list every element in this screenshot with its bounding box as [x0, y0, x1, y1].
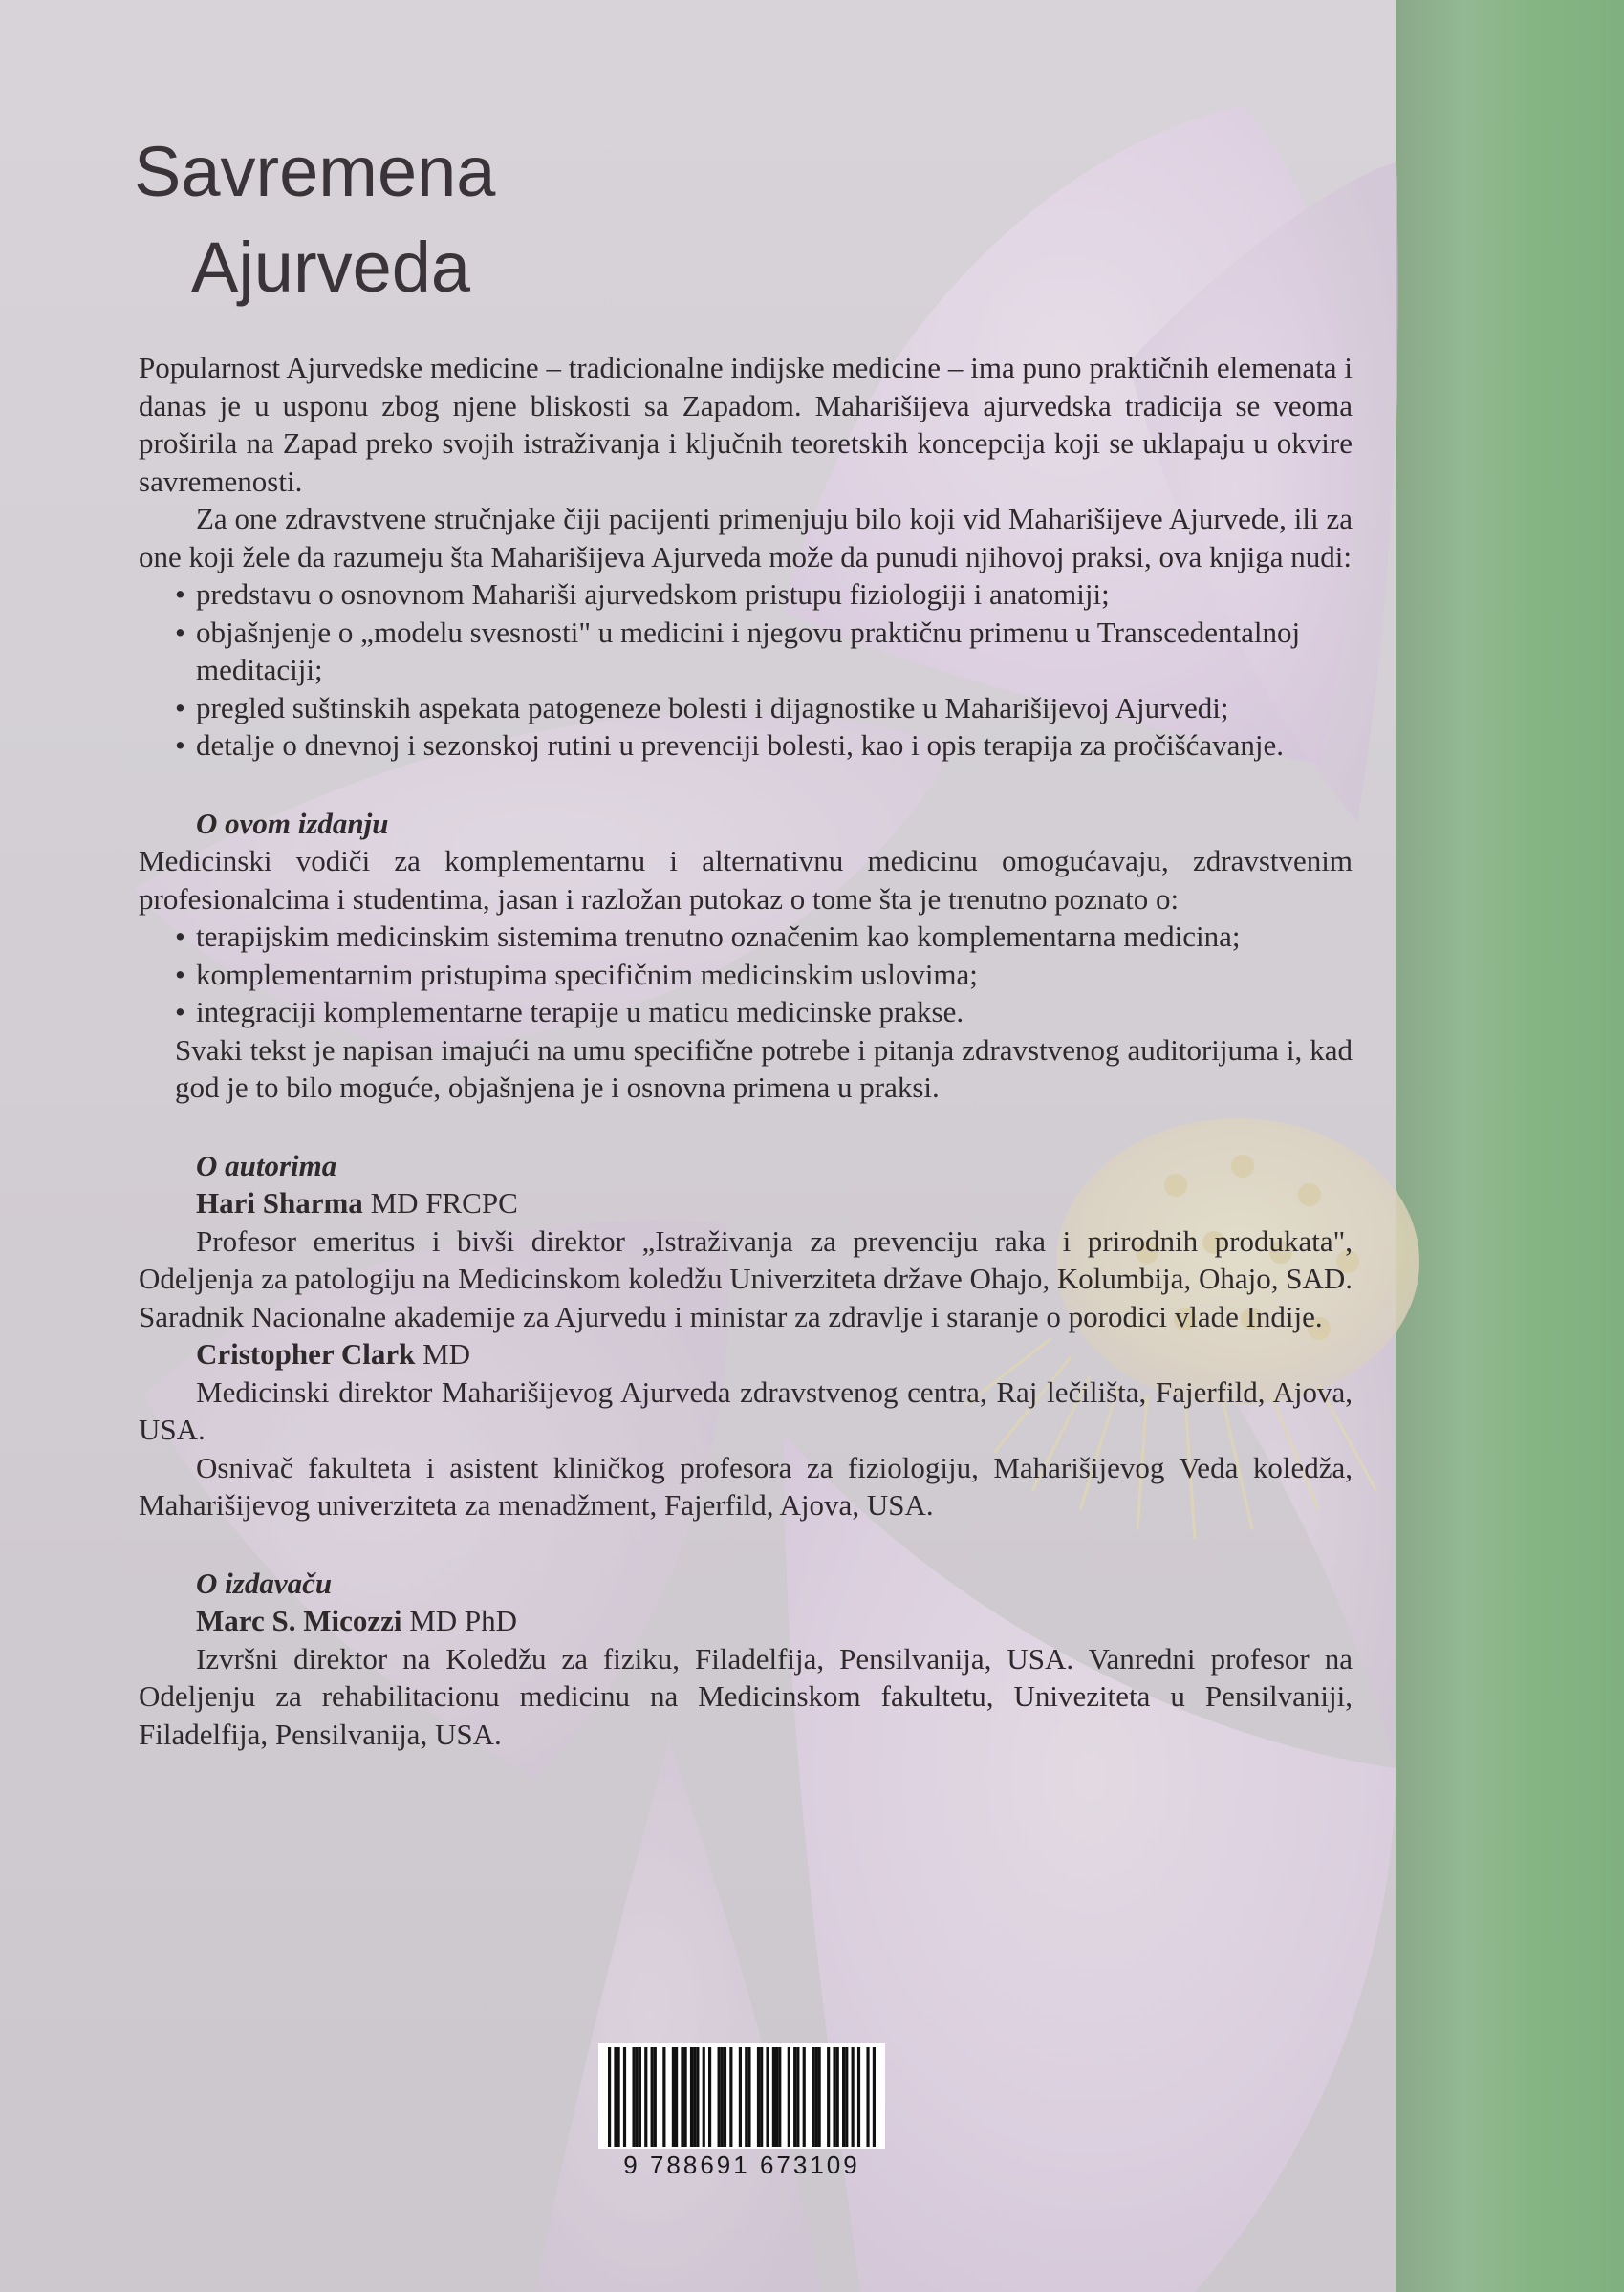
barcode-bar — [681, 2047, 683, 2147]
title-line-2: Ajurveda — [191, 227, 471, 307]
list-item: • predstavu o osnovnom Mahariši ajurvedskom pristupu fiziologiji i anatomiji; — [175, 575, 1353, 614]
author-2-title: MD — [415, 1337, 471, 1371]
isbn-barcode — [598, 2043, 885, 2216]
barcode-bar — [724, 2047, 726, 2147]
barcode-bar — [796, 2047, 799, 2147]
barcode-bar — [833, 2047, 835, 2147]
authors-heading: O autorima — [196, 1148, 337, 1182]
barcode-bar — [708, 2047, 711, 2147]
barcode-bar — [760, 2047, 763, 2147]
barcode-bar — [696, 2047, 699, 2147]
barcode-bar — [644, 2047, 647, 2147]
title-line-1: Savremena — [134, 132, 496, 211]
barcode-bar — [873, 2047, 876, 2147]
barcode-bar — [662, 2047, 665, 2147]
author-2-bio-1: Medicinski direktor Maharišijevog Ajurveda zdravstvenog centra, Raj lečilišta, Fajerfild, Ajova, USA. — [139, 1374, 1353, 1446]
barcode-bar — [729, 2047, 732, 2147]
author-1-bio: Profesor emeritus i bivši direktor „Istraživanja za prevenciju raka i prirodnih produkata", Odeljenja za patologiju na Medicinskom koledžu Univerziteta države Ohajo, Kolumbija, Ohajo, SAD. Saradnik Nacionalne akademije za Ajurvedu i ministar za zdravlje i staranje o porodici vlade Indije. — [139, 1223, 1353, 1333]
author-2-bio-2: Osnivač fakulteta i asistent kliničkog profesora za fiziologiju, Maharišijevog Veda koledža, Maharišijevog univerziteta za menadžment, Fajerfild, Ajova, USA. — [139, 1450, 1353, 1522]
intro-paragraph-1: Popularnost Ajurvedske medicine – tradicionalne indijske medicine – ima puno praktičnih elemenata i danas je u usponu zbog njene bliskosti sa Zapadom. Maharišijeva ajurvedska tradicija se veoma proširila na Zapad preko svojih istraživanja i ključnih teoretskih koncepcija koji se uklapaju u okvire savremenosti. — [139, 351, 1353, 498]
back-cover-text — [139, 349, 1353, 1753]
barcode-bar — [675, 2047, 678, 2147]
barcode-bar — [866, 2047, 869, 2147]
barcode-bar — [793, 2047, 796, 2147]
author-1-title: MD FRCPC — [362, 1186, 518, 1220]
barcode-bar — [775, 2047, 778, 2147]
barcode-bar — [651, 2047, 654, 2147]
book-title — [129, 115, 511, 315]
barcode-bar — [778, 2047, 781, 2147]
list-item: • terapijskim medicinskim sistemima trenutno označenim kao komplementarna medicina; — [175, 918, 1353, 956]
barcode-bar — [803, 2047, 806, 2147]
barcode-bar — [788, 2047, 790, 2147]
barcode-bar — [827, 2047, 830, 2147]
intro-paragraph-2: Za one zdravstvene stručnjake čiji pacijenti primenjuju bilo koji vid Maharišijeve Ajurvede, ili za one koji žele da razumeju šta Maharišijeva Ajurveda može da punudi njihovoj praksi, ova knjiga nudi: — [139, 502, 1353, 573]
barcode-bar — [772, 2047, 775, 2147]
barcode-bars — [598, 2043, 885, 2149]
barcode-bar — [747, 2047, 750, 2147]
barcode-bar — [852, 2047, 855, 2147]
intro-bullet-list — [139, 575, 1353, 765]
barcode-bar — [608, 2047, 611, 2147]
barcode-bar — [672, 2047, 675, 2147]
barcode-bar — [842, 2047, 845, 2147]
list-item: • integraciji komplementarne terapije u maticu medicinske prakse. — [175, 993, 1353, 1031]
edition-paragraph: Medicinski vodiči za komplementarnu i alternativnu medicinu omogućavaju, zdravstvenim profesionalcima i studentima, jasan i razložan putokaz o tome šta je trenutno poznato o: — [139, 844, 1353, 916]
barcode-bar — [745, 2047, 747, 2147]
list-item: • objašnjenje o „modelu svesnosti" u medicini i njegovu praktičnu primenu u Transcedentalnoj meditaciji; — [175, 614, 1353, 689]
author-2 — [196, 1335, 1353, 1373]
author-1 — [196, 1184, 1353, 1222]
barcode-bar — [845, 2047, 848, 2147]
list-item: • detalje o dnevnoj i sezonskoj rutini u prevenciji bolesti, kao i opis terapija za pročišćavanje. — [175, 726, 1353, 765]
publisher-name: Marc S. Micozzi — [196, 1604, 402, 1637]
barcode-bar — [693, 2047, 696, 2147]
publisher-title: MD PhD — [401, 1604, 518, 1637]
barcode-bar — [857, 2047, 860, 2147]
author-2-name: Cristopher Clark — [196, 1337, 416, 1371]
barcode-bar — [757, 2047, 760, 2147]
barcode-bar — [654, 2047, 657, 2147]
barcode-bar — [623, 2047, 626, 2147]
author-1-name: Hari Sharma — [196, 1186, 363, 1220]
barcode-bar — [632, 2047, 635, 2147]
list-item: • komplementarnim pristupima specifičnim medicinskim uslovima; — [175, 956, 1353, 994]
barcode-bar — [836, 2047, 839, 2147]
barcode-bar — [739, 2047, 742, 2147]
isbn-number: 9 788691 673109 — [623, 2151, 860, 2179]
barcode-bar — [614, 2047, 617, 2147]
barcode-bar — [636, 2047, 639, 2147]
publisher-heading: O izdavaču — [196, 1566, 333, 1600]
barcode-bar — [690, 2047, 693, 2147]
barcode-bar — [617, 2047, 620, 2147]
barcode-bar — [812, 2047, 814, 2147]
publisher-editor — [196, 1602, 1353, 1640]
barcode-bar — [818, 2047, 821, 2147]
edition-heading: O ovom izdanju — [196, 806, 389, 840]
publisher-bio: Izvršni direktor na Koledžu za fiziku, Filadelfija, Pensilvanija, USA. Vanredni profesor na Odeljenju za rehabilitacionu medicinu na Medicinskom fakultetu, Univeziteta u Pensilvaniji, Filadelfija, Pensilvanija, USA. — [139, 1641, 1353, 1751]
barcode-bar — [718, 2047, 721, 2147]
edition-closing: Svaki tekst je napisan imajući na umu specifične potrebe i pitanja zdravstvenog auditorijuma i, kad god je to bilo moguće, objašnjena je i osnovna primena u praksi. — [175, 1032, 1353, 1104]
barcode-bar — [721, 2047, 724, 2147]
barcode-bar — [814, 2047, 817, 2147]
list-item: • pregled suštinskih aspekata patogeneze bolesti i dijagnostike u Maharišijevoj Ajurvedi; — [175, 689, 1353, 727]
barcode-bar — [639, 2047, 641, 2147]
barcode-bar — [766, 2047, 769, 2147]
edition-bullet-list — [139, 918, 1353, 1031]
barcode-bar — [703, 2047, 705, 2147]
barcode-bar — [684, 2047, 687, 2147]
